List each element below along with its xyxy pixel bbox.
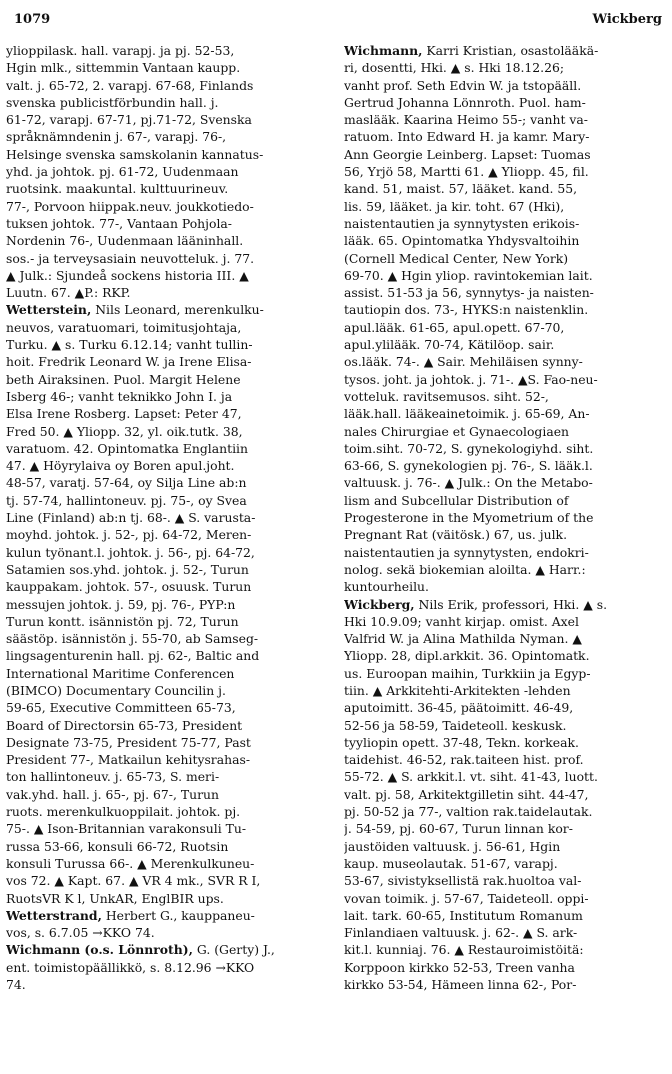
text-line: 63-66, S. gynekologien pj. 76-, S. lääk.l. xyxy=(344,458,593,474)
text-line: moyhd. johtok. j. 52-, pj. 64-72, Meren- xyxy=(6,527,252,543)
text-line: lait. tark. 60-65, Institutum Romanum xyxy=(344,907,583,923)
text-line: aputoimitt. 36-45, päätoimitt. 46-49, xyxy=(344,700,574,716)
text-line: svenska publicistförbundin hall. j. xyxy=(6,94,219,110)
text-line: ruots. merenkulkuoppilait. johtok. pj. xyxy=(6,804,241,820)
text-line: toim.siht. 70-72, S. gynekologiyhd. siht. xyxy=(344,440,594,456)
text-line: Wichmann, Karri Kristian, osastolääkä- xyxy=(344,43,599,58)
text-line: Progesterone in the Myometrium of the xyxy=(344,510,594,526)
text-line: 48-57, varatj. 57-64, oy Silja Line ab:n xyxy=(6,475,247,491)
text-line: nolog. sekä biokemian aloilta. ▲ Harr.: xyxy=(344,561,586,577)
text-line: (BIMCO) Documentary Councilin j. xyxy=(6,682,226,698)
text-line: 77-, Porvoon hiippak.neuv. joukkotiedo- xyxy=(6,198,254,214)
text-line: Gertrud Johanna Lönnroth. Puol. ham- xyxy=(344,94,586,110)
text-line: lis. 59, lääket. ja kir. toht. 67 (Hki), xyxy=(344,198,565,214)
text-line: International Maritime Conferencen xyxy=(6,665,235,681)
text-line: lingsagenturenin hall. pj. 62-, Baltic and xyxy=(6,648,260,664)
text-line: Satamien sos.yhd. johtok. j. 52-, Turun xyxy=(6,561,249,577)
text-line: Elsa Irene Rosberg. Lapset: Peter 47, xyxy=(6,406,242,422)
text-line: (Cornell Medical Center, New York) xyxy=(344,250,569,266)
text-line: vak.yhd. hall. j. 65-, pj. 67-, Turun xyxy=(6,786,219,802)
text-line: Hgin mlk., sittemmin Vantaan kaupp. xyxy=(6,60,241,76)
text-line: vos 72. ▲ Kapt. 67. ▲ VR 4 mk., SVR R I, xyxy=(6,873,261,889)
text-line: nales Chirurgiae et Gynaecologiaen xyxy=(344,423,570,439)
text-line: Isberg 46-; vanht teknikko John I. ja xyxy=(6,388,233,404)
text-line: sos.- ja terveysasiain neuvotteluk. j. 77. xyxy=(6,250,255,266)
text-line: Yliopp. 28, dipl.arkkit. 36. Opintomatk. xyxy=(344,648,590,664)
text-line: Wetterstrand, Herbert G., kauppaneu- xyxy=(6,907,255,923)
text-line: Pregnant Rat (väitösk.) 67, us. julk. xyxy=(344,527,568,543)
text-line: messujen johtok. j. 59, pj. 76-, PYP:n xyxy=(6,596,236,612)
text-line: apul.ylilääk. 70-74, Kätilöop. sair. xyxy=(344,337,555,353)
text-line: 52-56 ja 58-59, Taideteoll. keskusk. xyxy=(344,717,567,733)
text-line: neuvos, varatuomari, toimitusjohtaja, xyxy=(6,319,242,335)
text-line: j. 54-59, pj. 60-67, Turun linnan kor- xyxy=(344,821,573,837)
text-line: Valfrid W. ja Alina Mathilda Nyman. ▲ xyxy=(344,631,582,647)
text-line: kirkko 53-54, Hämeen linna 62-, Por- xyxy=(344,977,577,993)
text-line: 69-70. ▲ Hgin yliop. ravintokemian lait. xyxy=(344,267,593,283)
text-line: naistentautien ja synnytysten erikois- xyxy=(344,215,580,231)
text-line: kit.l. kunniaj. 76. ▲ Restauroimistöitä: xyxy=(344,942,584,958)
text-line: lääk. 65. Opintomatka Yhdysvaltoihin xyxy=(344,233,580,249)
running-head: Wickberg xyxy=(592,12,662,27)
right-column xyxy=(344,42,670,993)
text-line: ton hallintoneuv. j. 65-73, S. meri- xyxy=(6,769,220,785)
text-line: 59-65, Executive Committeen 65-73, xyxy=(6,700,236,716)
text-line: tautiopin dos. 73-, HYKS:n naistenklin. xyxy=(344,302,589,318)
text-line: Korppoon kirkko 52-53, Treen vanha xyxy=(344,959,575,975)
text-line: kauppakam. johtok. 57-, osuusk. Turun xyxy=(6,579,252,595)
text-line: språknämndenin j. 67-, varapj. 76-, xyxy=(6,129,227,145)
text-line: kand. 51, maist. 57, lääket. kand. 55, xyxy=(344,181,578,197)
text-line: Finlandiaen valtuusk. j. 62-. ▲ S. ark- xyxy=(344,925,578,941)
text-line: 56, Yrjö 58, Martti 61. ▲ Yliopp. 45, fil. xyxy=(344,164,589,180)
text-line: ▲ Julk.: Sjundeå sockens historia III. ▲ xyxy=(6,267,249,283)
text-line: maslääk. Kaarina Heimo 55-; vanht va- xyxy=(344,112,588,128)
text-line: pj. 50-52 ja 77-, valtion rak.taidelautak. xyxy=(344,804,593,820)
text-line: 74. xyxy=(6,977,26,993)
text-line: Designate 73-75, President 75-77, Past xyxy=(6,734,251,750)
text-line: votteluk. ravitsemusos. siht. 52-, xyxy=(344,388,549,404)
text-line: valt. pj. 58, Arkitektgilletin siht. 44-47, xyxy=(344,786,589,802)
text-line: President 77-, Matkailun kehitysrahas- xyxy=(6,752,251,768)
text-line: Luutn. 67. ▲P.: RKP. xyxy=(6,285,131,301)
text-line: hoit. Fredrik Leonard W. ja Irene Elisa- xyxy=(6,354,252,370)
text-line: tysos. joht. ja johtok. j. 71-. ▲S. Fao-neu- xyxy=(344,371,598,387)
text-line: 55-72. ▲ S. arkkit.l. vt. siht. 41-43, luott. xyxy=(344,769,598,785)
text-line: jaustöiden valtuusk. j. 56-61, Hgin xyxy=(344,838,561,854)
text-line: kuntourheilu. xyxy=(344,579,429,595)
text-line: 61-72, varapj. 67-71, pj.71-72, Svenska xyxy=(6,112,252,128)
text-line: 75-. ▲ Ison-Britannian varakonsuli Tu- xyxy=(6,821,247,837)
text-line: Line (Finland) ab:n tj. 68-. ▲ S. varusta- xyxy=(6,510,256,526)
text-line: os.lääk. 74-. ▲ Sair. Mehiläisen synny- xyxy=(344,354,583,370)
text-line: Board of Directorsin 65-73, President xyxy=(6,717,243,733)
text-line: valtuusk. j. 76-. ▲ Julk.: On the Metabo- xyxy=(344,475,593,491)
text-line: Fred 50. ▲ Yliopp. 32, yl. oik.tutk. 38, xyxy=(6,423,243,439)
text-line: säästöp. isännistön j. 55-70, ab Samseg- xyxy=(6,631,259,647)
left-column xyxy=(6,42,336,993)
text-line: Turku. ▲ s. Turku 6.12.14; vanht tullin- xyxy=(6,337,253,353)
text-line: lääk.hall. lääkeainetoimik. j. 65-69, An- xyxy=(344,406,590,422)
text-line: ruotsink. maakuntal. kulttuurineuv. xyxy=(6,181,229,197)
text-line: 47. ▲ Höyrylaiva oy Boren apul.joht. xyxy=(6,458,235,474)
text-line: Ann Georgie Leinberg. Lapset: Tuomas xyxy=(344,146,591,162)
text-line: ent. toimistopäällikkö, s. 8.12.96 →KKO xyxy=(6,959,255,975)
text-line: Helsinge svenska samskolanin kannatus- xyxy=(6,146,264,162)
page-number: 1079 xyxy=(14,12,51,27)
text-line: RuotsVR K l, UnkAR, EnglBIR ups. xyxy=(6,890,224,906)
text-line: vovan toimik. j. 57-67, Taideteoll. oppi- xyxy=(344,890,589,906)
text-line: kaup. museolautak. 51-67, varapj. xyxy=(344,855,558,871)
text-line: russa 53-66, konsuli 66-72, Ruotsin xyxy=(6,838,229,854)
text-line: 53-67, sivistyksellistä rak.huoltoa val- xyxy=(344,873,582,889)
text-line: ylioppilask. hall. varapj. ja pj. 52-53, xyxy=(6,43,235,58)
text-line: Hki 10.9.09; vanht kirjap. omist. Axel xyxy=(344,613,579,629)
text-line: beth Airaksinen. Puol. Margit Helene xyxy=(6,371,241,387)
text-line: konsuli Turussa 66-. ▲ Merenkulkuneu- xyxy=(6,855,255,871)
text-line: yhd. ja johtok. pj. 61-72, Uudenmaan xyxy=(6,164,239,180)
text-line: varatuom. 42. Opintomatka Englantiin xyxy=(6,440,248,456)
text-line: taidehist. 46-52, rak.taiteen hist. prof. xyxy=(344,752,584,768)
text-line: Wetterstein, Nils Leonard, merenkulku- xyxy=(6,302,264,318)
text-line: tuksen johtok. 77-, Vantaan Pohjola- xyxy=(6,215,232,231)
text-line: ri, dosentti, Hki. ▲ s. Hki 18.12.26; xyxy=(344,60,565,76)
text-line: vanht prof. Seth Edvin W. ja tstopääll. xyxy=(344,77,582,93)
text-line: Turun kontt. isännistön pj. 72, Turun xyxy=(6,613,239,629)
text-line: Wichmann (o.s. Lönnroth), G. (Gerty) J., xyxy=(6,942,275,958)
text-line: vos, s. 6.7.05 →KKO 74. xyxy=(6,925,155,941)
text-line: tiin. ▲ Arkkitehti-Arkitekten -lehden xyxy=(344,682,571,698)
text-line: tyyliopin opett. 37-48, Tekn. korkeak. xyxy=(344,734,579,750)
text-line: assist. 51-53 ja 56, synnytys- ja naisten- xyxy=(344,285,594,301)
text-line: us. Euroopan maihin, Turkkiin ja Egyp- xyxy=(344,665,591,681)
text-line: tj. 57-74, hallintoneuv. pj. 75-, oy Svea xyxy=(6,492,247,508)
text-line: valt. j. 65-72, 2. varapj. 67-68, Finlands xyxy=(6,77,254,93)
text-line: apul.lääk. 61-65, apul.opett. 67-70, xyxy=(344,319,565,335)
text-line: Nordenin 76-, Uudenmaan lääninhall. xyxy=(6,233,244,249)
text-line: kulun työnant.l. johtok. j. 56-, pj. 64-72, xyxy=(6,544,255,560)
text-line: lism and Subcellular Distribution of xyxy=(344,492,569,508)
text-line: ratuom. Into Edward H. ja kamr. Mary- xyxy=(344,129,590,145)
text-line: naistentautien ja synnytysten, endokri- xyxy=(344,544,589,560)
text-line: Wickberg, Nils Erik, professori, Hki. ▲ s. xyxy=(344,596,608,612)
